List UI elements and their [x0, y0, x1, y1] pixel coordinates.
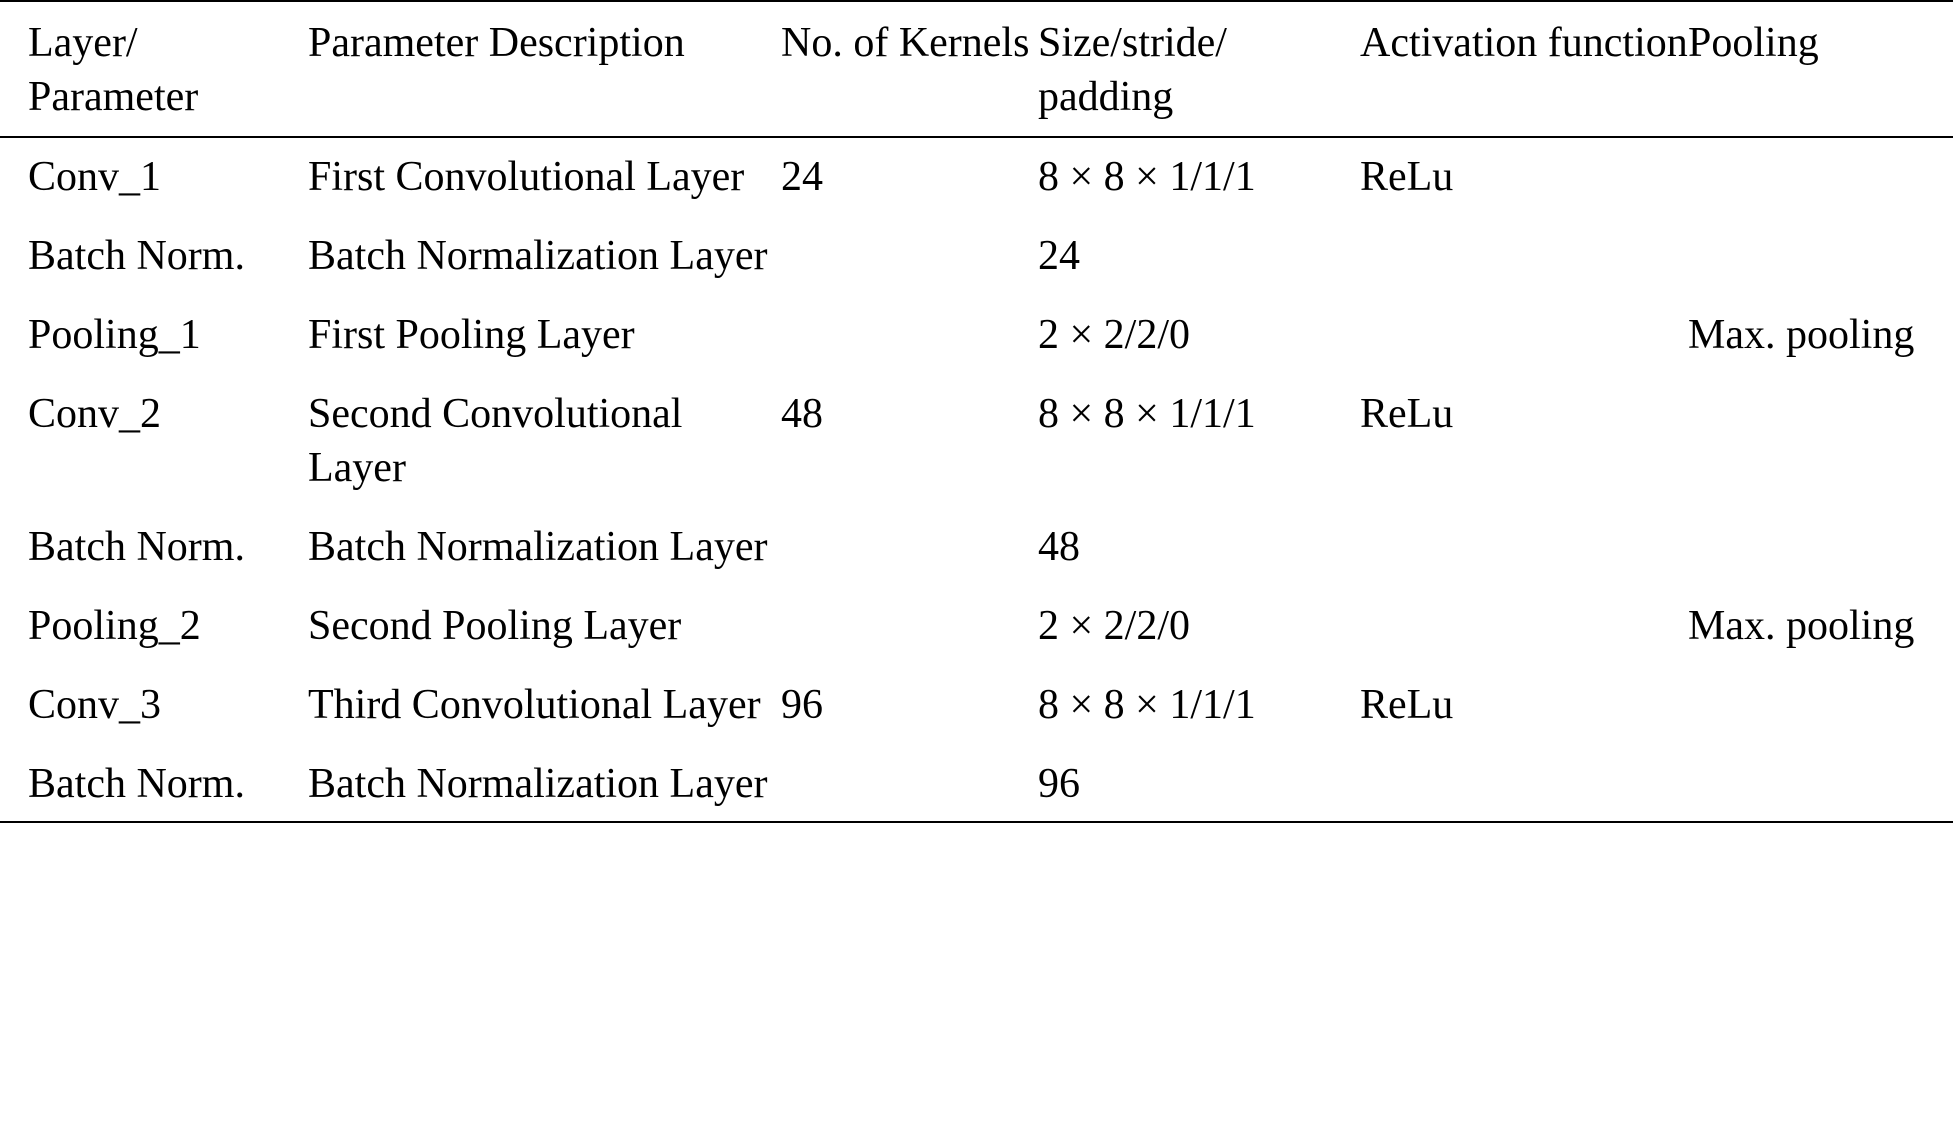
cell-size-stride-padding: 2 × 2/2/0: [1038, 312, 1191, 358]
cell-size-stride-padding: 24: [1038, 233, 1080, 279]
header-size-stride-padding: Size/stride/ padding: [1038, 20, 1227, 120]
header-activation-function: Activation function: [1360, 20, 1688, 66]
cell-kernels: [781, 508, 1038, 587]
cell-layer: Batch Norm.: [28, 761, 245, 807]
cell-activation: ReLu: [1360, 682, 1454, 728]
cell-description: Batch Normalization Layer: [308, 233, 768, 279]
cell-layer: Pooling_1: [28, 312, 201, 358]
cell-kernels: [781, 296, 1038, 375]
cell-activation: [1360, 217, 1688, 296]
header-pooling: Pooling: [1688, 20, 1819, 66]
cell-kernels: 48: [781, 391, 823, 437]
cell-description: Third Convolutional Layer: [308, 682, 761, 728]
cell-size-stride-padding: 8 × 8 × 1/1/1: [1038, 154, 1256, 200]
cell-layer: Conv_1: [28, 154, 162, 200]
cell-activation: [1360, 296, 1688, 375]
cell-pooling: [1688, 666, 1953, 745]
table-row: [0, 375, 1953, 508]
cell-activation: ReLu: [1360, 154, 1454, 200]
cell-size-stride-padding: 48: [1038, 524, 1080, 570]
cell-size-stride-padding: 2 × 2/2/0: [1038, 603, 1191, 649]
cell-pooling: [1688, 508, 1953, 587]
table-row: [0, 587, 1953, 666]
table-body: [0, 137, 1953, 822]
cell-layer: Conv_3: [28, 682, 162, 728]
cell-activation: [1360, 587, 1688, 666]
cell-description: Second Convolutional Layer: [308, 391, 683, 491]
header-row: [0, 1, 1953, 137]
cell-kernels: [781, 217, 1038, 296]
cell-layer: Conv_2: [28, 391, 162, 437]
cell-pooling: [1688, 375, 1953, 508]
cell-description: Batch Normalization Layer: [308, 761, 768, 807]
cell-layer: Pooling_2: [28, 603, 201, 649]
header-parameter-description: Parameter Description: [308, 20, 685, 66]
cell-activation: [1360, 745, 1688, 822]
table-row: [0, 508, 1953, 587]
cell-layer: Batch Norm.: [28, 524, 245, 570]
cell-kernels: 24: [781, 154, 823, 200]
header-layer-parameter: Layer/ Parameter: [28, 20, 199, 120]
cell-description: Second Pooling Layer: [308, 603, 682, 649]
cell-size-stride-padding: 96: [1038, 761, 1080, 807]
table-row: [0, 296, 1953, 375]
cell-kernels: [781, 587, 1038, 666]
cell-pooling: Max. pooling: [1688, 312, 1915, 358]
header-no-of-kernels: No. of Kernels: [781, 20, 1030, 66]
cell-kernels: [781, 745, 1038, 822]
cell-pooling: [1688, 745, 1953, 822]
table-row: [0, 137, 1953, 217]
cell-activation: ReLu: [1360, 391, 1454, 437]
cell-pooling: Max. pooling: [1688, 603, 1915, 649]
cell-activation: [1360, 508, 1688, 587]
cell-size-stride-padding: 8 × 8 × 1/1/1: [1038, 682, 1256, 728]
cell-kernels: 96: [781, 682, 823, 728]
cell-size-stride-padding: 8 × 8 × 1/1/1: [1038, 391, 1256, 437]
cell-layer: Batch Norm.: [28, 233, 245, 279]
cell-description: Batch Normalization Layer: [308, 524, 768, 570]
table-row: [0, 745, 1953, 822]
table-row: [0, 666, 1953, 745]
table-header: [0, 1, 1953, 137]
cell-pooling: [1688, 217, 1953, 296]
cell-description: First Convolutional Layer: [308, 154, 745, 200]
cell-description: First Pooling Layer: [308, 312, 635, 358]
table-row: [0, 217, 1953, 296]
cell-pooling: [1688, 137, 1953, 217]
